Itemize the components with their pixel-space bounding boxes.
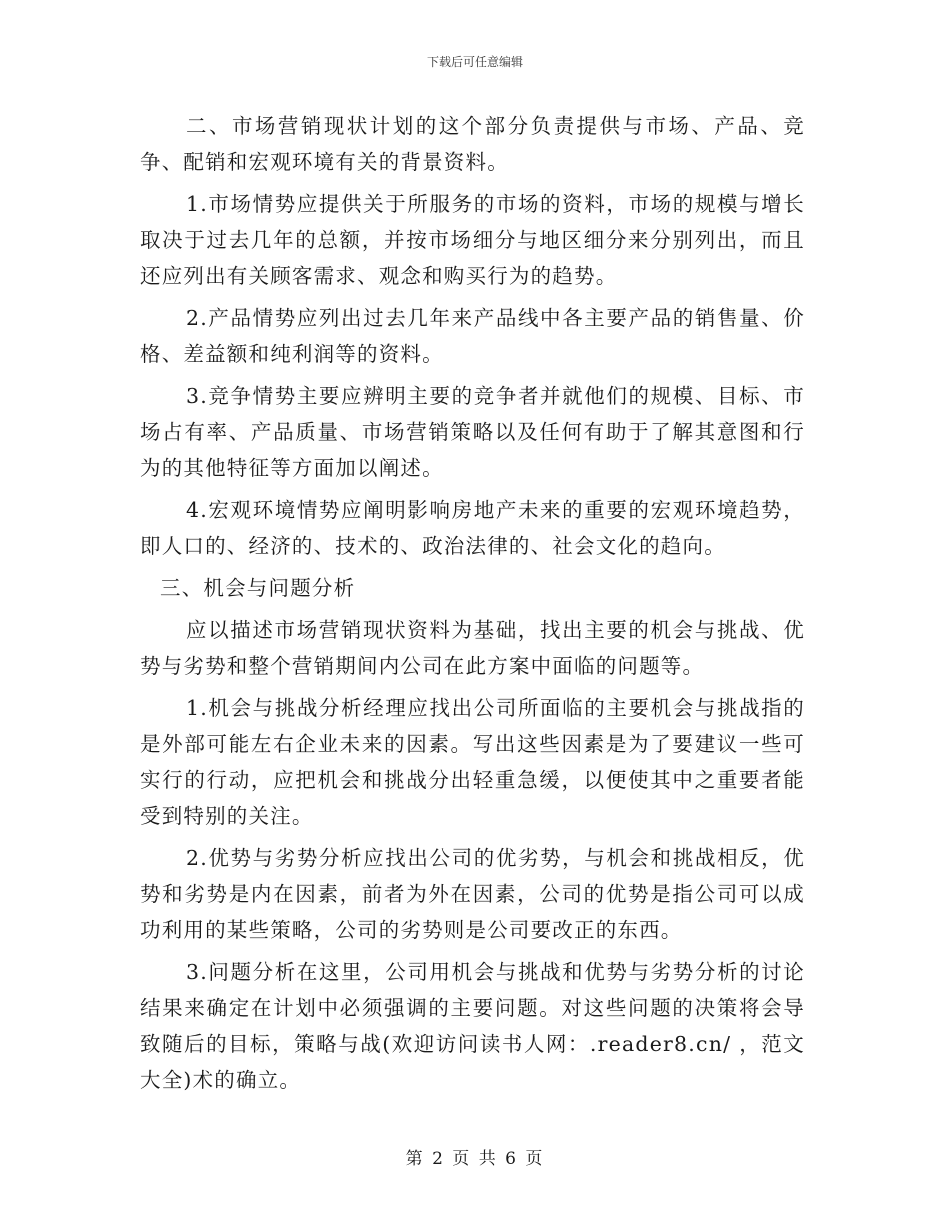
page-number: 第 2 页 共 6 页 xyxy=(405,1149,545,1169)
paragraph-competition-situation: 3.竞争情势主要应辨明主要的竞争者并就他们的规模、目标、市场占有率、产品质量、市场营销策略以及任何有助于了解其意图和行为的其他特征等方面加以阐述。 xyxy=(140,384,805,480)
paragraph-section-two-intro: 二、市场营销现状计划的这个部分负责提供与市场、产品、竞争、配销和宏观环境有关的背景资料。 xyxy=(140,114,805,174)
paragraph-strength-weakness: 2.优势与劣势分析应找出公司的优劣势，与机会和挑战相反，优势和劣势是内在因素，前者为外在因素，公司的优势是指公司可以成功利用的某些策略，公司的劣势则是公司要改正的东西。 xyxy=(140,846,805,942)
paragraph-market-situation: 1.市场情势应提供关于所服务的市场的资料，市场的规模与增长取决于过去几年的总额，并按市场细分与地区细分来分别列出，而且还应列出有关顾客需求、观念和购买行为的趋势。 xyxy=(140,192,805,288)
paragraph-opportunity-challenge: 1.机会与挑战分析经理应找出公司所面临的主要机会与挑战指的是外部可能左右企业未来的因素。写出这些因素是为了要建议一些可实行的行动，应把机会和挑战分出轻重急缓，以便使其中之重要者能受到特别的关注。 xyxy=(140,696,805,828)
page-header-note: 下载后可任意编辑 xyxy=(426,55,523,69)
paragraph-problem-analysis: 3.问题分析在这里，公司用机会与挑战和优势与劣势分析的讨论结果来确定在计划中必须强调的主要问题。对这些问题的决策将会导致随后的目标，策略与战(欢迎访问读书人网：.reader8.cn/ ，范文大全)术的确立。 xyxy=(140,960,805,1092)
paragraph-macro-environment: 4.宏观环境情势应阐明影响房地产未来的重要的宏观环境趋势，即人口的、经济的、技术的、政治法律的、社会文化的趋向。 xyxy=(140,498,805,558)
paragraph-analysis-intro: 应以描述市场营销现状资料为基础，找出主要的机会与挑战、优势与劣势和整个营销期间内公司在此方案中面临的问题等。 xyxy=(140,618,805,678)
document-body xyxy=(140,108,805,1104)
paragraph-product-situation: 2.产品情势应列出过去几年来产品线中各主要产品的销售量、价格、差益额和纯利润等的资料。 xyxy=(140,306,805,366)
section-heading-opportunity-analysis: 三、机会与问题分析 xyxy=(160,576,356,600)
